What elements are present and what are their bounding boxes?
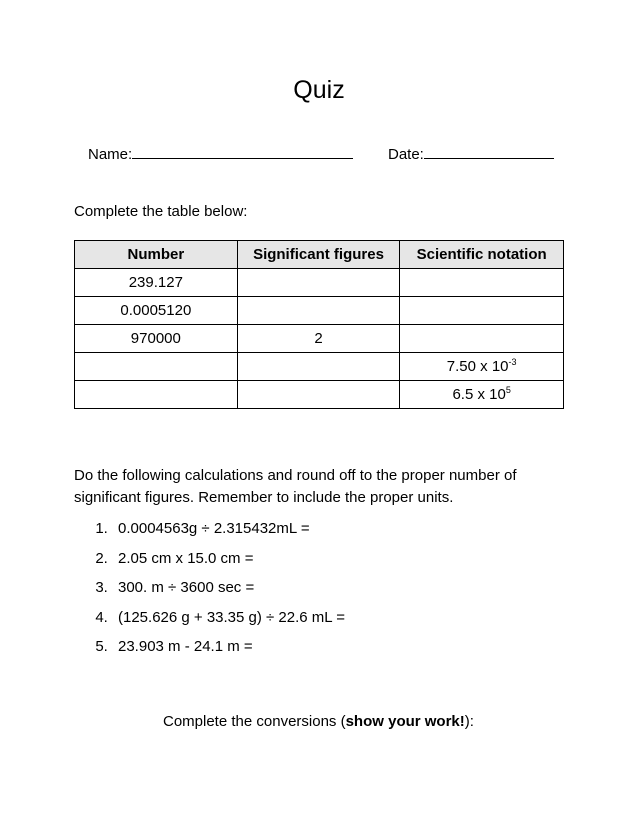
list-item: 4. (125.626 g + 33.35 g) ÷ 22.6 mL = bbox=[112, 609, 345, 639]
list-item: 3. 300. m ÷ 3600 sec = bbox=[112, 579, 345, 609]
header-significant-figures: Significant figures bbox=[237, 241, 400, 269]
name-label: Name: bbox=[88, 146, 133, 163]
table-row bbox=[75, 269, 564, 297]
cell-sci-notation[interactable] bbox=[400, 297, 564, 325]
table-row bbox=[75, 353, 564, 381]
header-scientific-notation: Scientific notation bbox=[400, 241, 564, 269]
calculation-instruction-line: Do the following calculations and round off to the proper number of bbox=[74, 467, 517, 484]
cell-number: 970000 bbox=[75, 325, 238, 353]
cell-sig-figs[interactable] bbox=[237, 269, 400, 297]
cell-sig-figs[interactable] bbox=[237, 381, 400, 409]
calculation-list bbox=[74, 520, 345, 668]
calculation-instruction-line: significant figures. Remember to include the proper units. bbox=[74, 489, 454, 506]
cell-sci-notation[interactable] bbox=[400, 325, 564, 353]
cell-number: 239.127 bbox=[75, 269, 238, 297]
list-item: 2. 2.05 cm x 15.0 cm = bbox=[112, 550, 345, 580]
page-title: Quiz bbox=[293, 76, 345, 104]
cell-number[interactable] bbox=[75, 353, 238, 381]
name-field bbox=[88, 142, 353, 163]
list-item: 1. 0.0004563g ÷ 2.315432mL = bbox=[112, 520, 345, 550]
table-row bbox=[75, 381, 564, 409]
cell-sci-notation: 7.50 x $10^{-3}$ bbox=[400, 353, 564, 381]
cell-sig-figs[interactable] bbox=[237, 297, 400, 325]
conversions-prefix: Complete the conversions ( bbox=[163, 713, 346, 730]
cell-sig-figs[interactable] bbox=[237, 353, 400, 381]
cell-sig-figs: 2 bbox=[237, 325, 400, 353]
header-number: Number bbox=[75, 241, 238, 269]
conversions-suffix: ): bbox=[464, 713, 474, 730]
date-blank-line[interactable] bbox=[424, 142, 554, 159]
name-blank-line[interactable] bbox=[132, 142, 353, 159]
date-label: Date: bbox=[388, 146, 424, 163]
cell-sci-notation[interactable] bbox=[400, 269, 564, 297]
table-header-row bbox=[75, 241, 564, 269]
cell-sci-notation: 6.5 x $10^5$ bbox=[400, 381, 564, 409]
table-instruction: Complete the table below: bbox=[74, 203, 248, 220]
sig-fig-table bbox=[74, 240, 564, 409]
table-row bbox=[75, 297, 564, 325]
table-row bbox=[75, 325, 564, 353]
cell-number: 0.0005120 bbox=[75, 297, 238, 325]
conversions-heading bbox=[163, 713, 474, 730]
conversions-emphasis: show your work! bbox=[345, 713, 465, 730]
calculation-instruction bbox=[74, 465, 554, 509]
date-field bbox=[388, 142, 554, 163]
cell-number[interactable] bbox=[75, 381, 238, 409]
list-item: 5. 23.903 m - 24.1 m = bbox=[112, 638, 345, 668]
